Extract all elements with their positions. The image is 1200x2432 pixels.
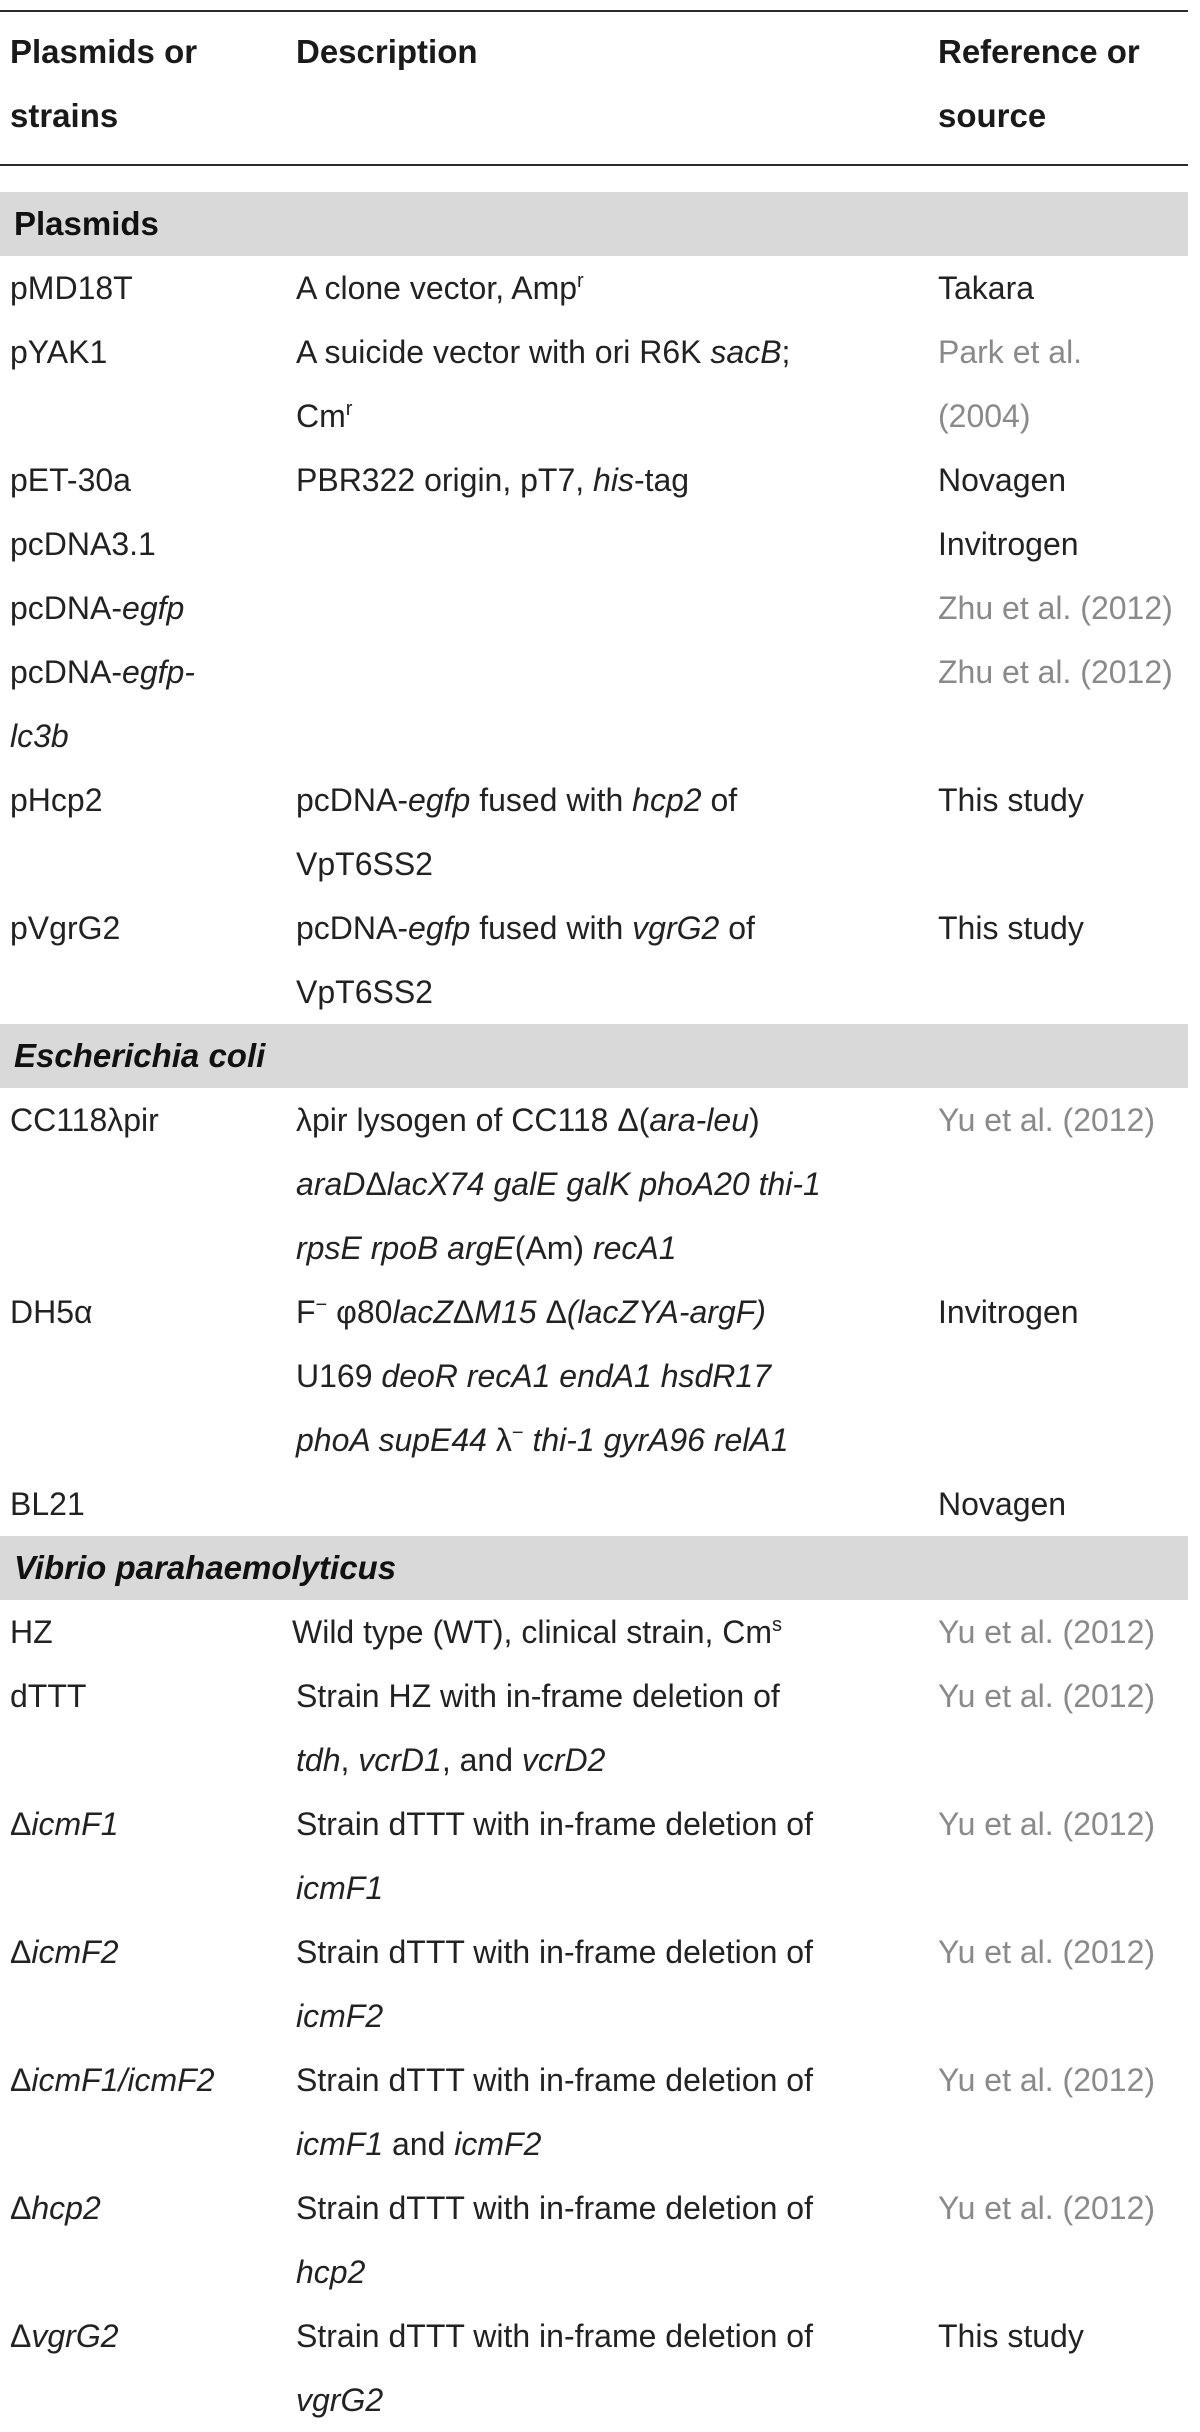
column-header-reference-text: Reference or source (938, 33, 1140, 134)
column-header-name (10, 20, 290, 160)
strain-name: pVgrG2 (10, 910, 121, 946)
strain-reference-link[interactable]: Yu et al. (2012) (938, 1678, 1156, 1714)
strain-name: BL21 (10, 1486, 85, 1522)
table-top-rule (0, 10, 1188, 12)
table-row (0, 512, 1188, 576)
section-title: Vibrio parahaemolyticus (14, 1549, 397, 1586)
table-row (0, 1920, 1188, 2048)
strain-name: Δhcp2 (10, 2190, 101, 2226)
strain-name: pMD18T (10, 270, 133, 306)
strain-name: HZ (10, 1614, 53, 1650)
strain-reference-link[interactable]: Yu et al. (2012) (938, 1934, 1156, 1970)
section-title: Escherichia coli (14, 1037, 266, 1074)
table-row (0, 768, 1188, 896)
strain-name: ΔicmF1 (10, 1806, 119, 1842)
table-row (0, 1600, 1188, 1664)
strain-description: A clone vector, Amp$^r$ (296, 270, 584, 306)
section-header-vibrio-parahaemolyticus (0, 1536, 1188, 1600)
strain-reference: Novagen (938, 1486, 1067, 1522)
strain-reference: Novagen (938, 462, 1067, 498)
strain-name: pYAK1 (10, 334, 108, 370)
strain-description: pcDNA-egfp fused with vgrG2 of VpT6SS2 (296, 910, 755, 1010)
strain-reference-link[interactable]: Yu et al. (2012) (938, 2062, 1156, 2098)
strain-reference: Invitrogen (938, 1294, 1079, 1330)
strain-name: ΔicmF1/icmF2 (10, 2062, 215, 2098)
strain-name: pET-30a (10, 462, 131, 498)
strain-reference-link[interactable]: Yu et al. (2012) (938, 1102, 1156, 1138)
strain-name: pcDNA3.1 (10, 526, 156, 562)
section-header-plasmids (0, 192, 1188, 256)
strain-description: Wild type (WT), clinical strain, Cm$^s$ (292, 1614, 783, 1650)
table-row (0, 576, 1188, 640)
strain-name: dTTT (10, 1678, 87, 1714)
table-row (0, 1792, 1188, 1920)
section-header-escherichia-coli (0, 1024, 1188, 1088)
strain-description: Strain dTTT with in-frame deletion of vgrG2 (296, 2318, 813, 2418)
strain-reference-link[interactable]: Yu et al. (2012) (938, 2190, 1156, 2226)
strain-name: CC118λpir (10, 1102, 159, 1138)
strain-reference-link[interactable]: Park et al. (2004) (938, 334, 1083, 434)
strain-reference: This study (938, 2318, 1084, 2354)
table-row (0, 320, 1188, 448)
strain-description: Strain dTTT with in-frame deletion of hcp2 (296, 2190, 813, 2290)
table-row (0, 1280, 1188, 1472)
table-row (0, 1664, 1188, 1792)
strain-description: A suicide vector with ori R6K sacB; Cm$^r$ (296, 334, 791, 434)
table-row (0, 448, 1188, 512)
table-row (0, 1472, 1188, 1536)
strain-name: pHcp2 (10, 782, 103, 818)
strain-name: DH5α (10, 1294, 93, 1330)
strain-description: pcDNA-egfp fused with hcp2 of VpT6SS2 (296, 782, 738, 882)
strain-reference-link[interactable]: Zhu et al. (2012) (938, 590, 1173, 626)
strain-description: λpir lysogen of CC118 Δ(ara-leu) araDΔlacX74 galE galK phoA20 thi-1 rpsE rpoB argE(Am) recA1 (296, 1102, 821, 1266)
strain-reference: Invitrogen (938, 526, 1079, 562)
table-row (0, 1088, 1188, 1280)
strain-name: ΔicmF2 (10, 1934, 119, 1970)
column-header-reference (938, 20, 1168, 160)
column-header-description (296, 20, 896, 160)
strain-description: PBR322 origin, pT7, his-tag (296, 462, 690, 498)
strain-reference: This study (938, 782, 1084, 818)
strain-reference: Takara (938, 270, 1035, 306)
table-row (0, 256, 1188, 320)
strain-description: Strain HZ with in-frame deletion of tdh, vcrD1, and vcrD2 (296, 1678, 780, 1778)
strain-reference-link[interactable]: Yu et al. (2012) (938, 1806, 1156, 1842)
strain-reference-link[interactable]: Yu et al. (2012) (938, 1614, 1156, 1650)
table-row (0, 2048, 1188, 2176)
table-header-rule (0, 164, 1188, 166)
table-row (0, 896, 1188, 1024)
table-row (0, 640, 1188, 768)
strain-reference-link[interactable]: Zhu et al. (2012) (938, 654, 1173, 690)
column-header-name-text: Plasmids or strains (10, 33, 198, 134)
strain-reference: This study (938, 910, 1084, 946)
table-row (0, 2304, 1188, 2418)
table-row (0, 2176, 1188, 2304)
strain-name: pcDNA-egfp (10, 590, 185, 626)
strain-description: Strain dTTT with in-frame deletion of icmF1 (296, 1806, 813, 1906)
section-title: Plasmids (14, 205, 159, 242)
strain-name: pcDNA-egfp- lc3b (10, 654, 195, 754)
strain-description: F− φ80lacZΔM15 Δ(lacZYA-argF) U169 deoR recA1 endA1 hsdR17 phoA supE44 λ− thi-1 gyrA96 relA1 (296, 1294, 789, 1458)
column-header-description-text: Description (296, 33, 478, 70)
strain-name: ΔvgrG2 (10, 2318, 119, 2354)
strain-description: Strain dTTT with in-frame deletion of icmF2 (296, 1934, 813, 2034)
strain-description: Strain dTTT with in-frame deletion of icmF1 and icmF2 (296, 2062, 813, 2162)
